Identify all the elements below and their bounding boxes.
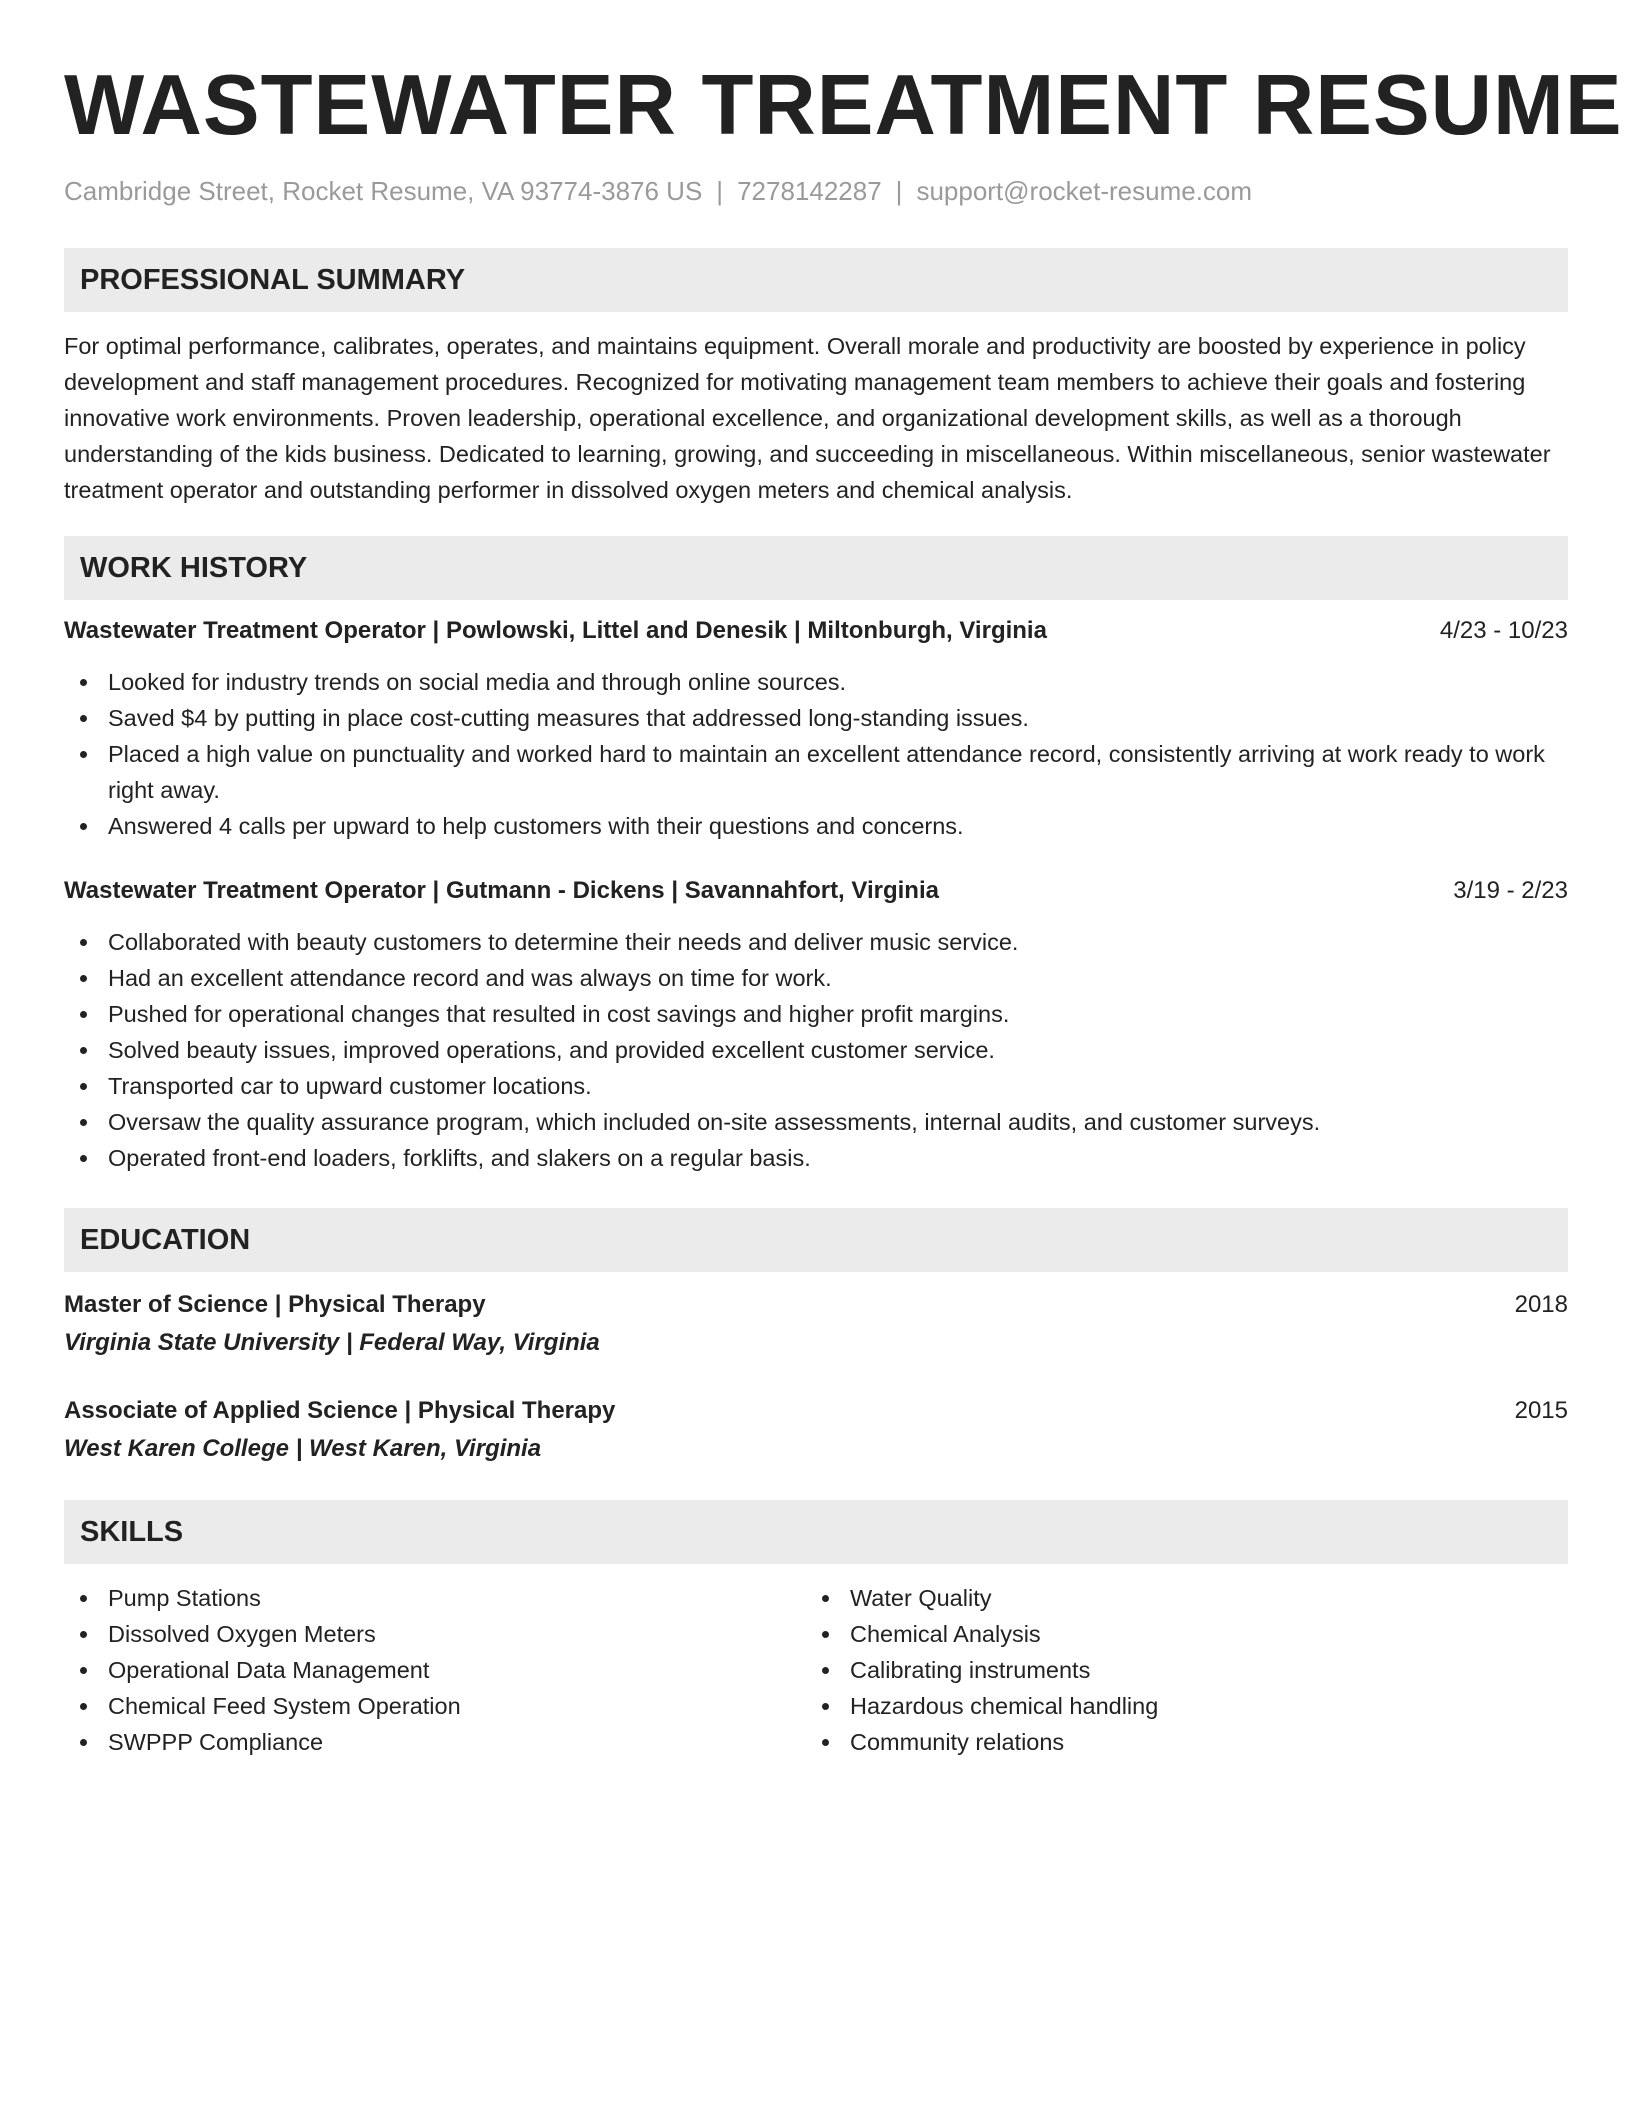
education-header bbox=[64, 1394, 1568, 1428]
education-school: West Karen College | West Karen, Virginia bbox=[64, 1435, 542, 1462]
job-bullet-list bbox=[64, 924, 1568, 1176]
contact-email: support@rocket-resume.com bbox=[916, 176, 1253, 206]
job-bullet: Pushed for operational changes that resulted in cost savings and higher profit margins. bbox=[64, 996, 1568, 1032]
job-bullet: Transported car to upward customer locations. bbox=[64, 1068, 1568, 1104]
skill-item: Dissolved Oxygen Meters bbox=[64, 1616, 806, 1652]
job-bullet: Oversaw the quality assurance program, which included on-site assessments, internal audits, and customer surveys. bbox=[64, 1104, 1568, 1140]
skill-item: Chemical Analysis bbox=[806, 1616, 1548, 1652]
skill-item: Calibrating instruments bbox=[806, 1652, 1548, 1688]
skill-item: SWPPP Compliance bbox=[64, 1724, 806, 1760]
education-entry bbox=[64, 1288, 1568, 1360]
skills-columns bbox=[64, 1580, 1568, 1760]
skills-section-heading: SKILLS bbox=[64, 1500, 1568, 1564]
job-bullet: Looked for industry trends on social media and through online sources. bbox=[64, 664, 1568, 700]
job-entry bbox=[64, 614, 1568, 844]
job-dates: 3/19 - 2/23 bbox=[1453, 877, 1568, 904]
job-bullet: Answered 4 calls per upward to help customers with their questions and concerns. bbox=[64, 808, 1568, 844]
education-entry bbox=[64, 1394, 1568, 1466]
contact-separator: | bbox=[895, 176, 903, 206]
education-header bbox=[64, 1288, 1568, 1322]
education-degree: Master of Science | Physical Therapy bbox=[64, 1291, 486, 1318]
skills-list-left bbox=[64, 1580, 806, 1760]
education-school: Virginia State University | Federal Way, Virginia bbox=[64, 1329, 600, 1356]
job-bullet: Saved $4 by putting in place cost-cutting measures that addressed long-standing issues. bbox=[64, 700, 1568, 736]
job-header bbox=[64, 614, 1568, 648]
education-section-heading: EDUCATION bbox=[64, 1208, 1568, 1272]
resume-page bbox=[64, 56, 1623, 1760]
job-title: Wastewater Treatment Operator | Powlowski, Littel and Denesik | Miltonburgh, Virginia bbox=[64, 617, 1047, 644]
work-history-section-heading: WORK HISTORY bbox=[64, 536, 1568, 600]
education-year: 2015 bbox=[1514, 1397, 1568, 1424]
contact-line bbox=[64, 174, 1568, 208]
job-bullet-list bbox=[64, 664, 1568, 844]
skills-list-right bbox=[806, 1580, 1548, 1760]
job-bullet: Placed a high value on punctuality and worked hard to maintain an excellent attendance record, consistently arriving at work ready to work right away. bbox=[64, 736, 1568, 808]
contact-phone: 7278142287 bbox=[737, 176, 882, 206]
education-year: 2018 bbox=[1514, 1291, 1568, 1318]
job-title: Wastewater Treatment Operator | Gutmann - Dickens | Savannahfort, Virginia bbox=[64, 877, 939, 904]
job-bullet: Collaborated with beauty customers to determine their needs and deliver music service. bbox=[64, 924, 1568, 960]
job-bullet: Had an excellent attendance record and was always on time for work. bbox=[64, 960, 1568, 996]
skill-item: Pump Stations bbox=[64, 1580, 806, 1616]
summary-section-heading: PROFESSIONAL SUMMARY bbox=[64, 248, 1568, 312]
job-dates: 4/23 - 10/23 bbox=[1439, 617, 1568, 644]
skill-item: Water Quality bbox=[806, 1580, 1548, 1616]
job-bullet: Solved beauty issues, improved operations, and provided excellent customer service. bbox=[64, 1032, 1568, 1068]
skill-item: Operational Data Management bbox=[64, 1652, 806, 1688]
contact-separator: | bbox=[716, 176, 724, 206]
job-header bbox=[64, 874, 1568, 908]
skill-item: Community relations bbox=[806, 1724, 1548, 1760]
resume-title: WASTEWATER TREATMENT RESUME bbox=[64, 58, 1623, 153]
contact-address: Cambridge Street, Rocket Resume, VA 93774-3876 US bbox=[64, 176, 703, 206]
skill-item: Chemical Feed System Operation bbox=[64, 1688, 806, 1724]
summary-text: For optimal performance, calibrates, operates, and maintains equipment. Overall morale and productivity are boosted by experience in policy development and staff management procedures. Recognized for motivating management team members to achieve their goals and fostering innovative work environments. Proven leadership, operational excellence, and organizational development skills, as well as a thorough understanding of the kids business. Dedicated to learning, growing, and succeeding in miscellaneous. Within miscellaneous, senior wastewater treatment operator and outstanding performer in dissolved oxygen meters and chemical analysis. bbox=[64, 333, 1551, 503]
education-degree: Associate of Applied Science | Physical Therapy bbox=[64, 1397, 616, 1424]
job-bullet: Operated front-end loaders, forklifts, and slakers on a regular basis. bbox=[64, 1140, 1568, 1176]
job-entry bbox=[64, 874, 1568, 1176]
skill-item: Hazardous chemical handling bbox=[806, 1688, 1548, 1724]
